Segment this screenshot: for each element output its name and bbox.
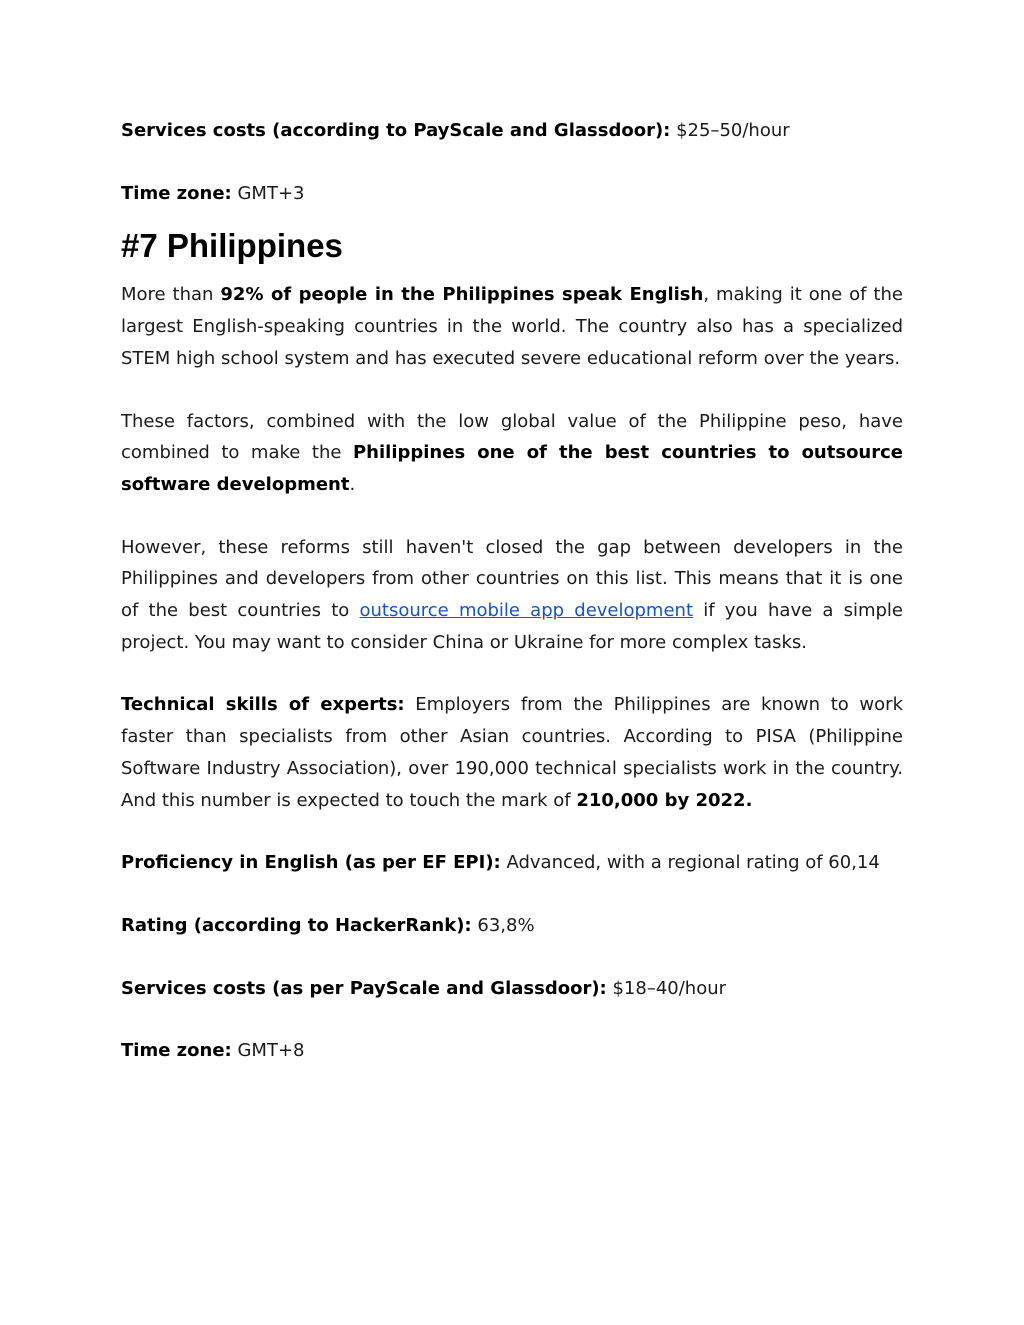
services-cost-value: $25–50/hour	[670, 120, 790, 141]
document-page	[121, 115, 903, 1067]
services-cost-line	[121, 973, 903, 1005]
services-cost-line	[121, 115, 903, 147]
text-run: , making it one of the largest English-speaking countries in the world. The country also has a specialized STEM high school system and has executed severe educational reform over the years.	[121, 284, 903, 369]
spacer	[121, 658, 903, 689]
time-zone-label: Time zone:	[121, 182, 232, 204]
proficiency-line	[121, 847, 903, 879]
bold-run: Philippines one of the best countries to outsource software development	[121, 442, 904, 495]
proficiency-label: Proficiency in English (as per EF EPI):	[121, 852, 501, 874]
text-run: if you have a simple project. You may want to consider China or Ukraine for more complex tasks.	[121, 600, 904, 653]
text-run: However, these reforms still haven't closed the gap between developers in the Philippines and developers from other countries on this list. This means that it is one of the best countries to	[121, 536, 903, 622]
time-zone-value: GMT+3	[231, 182, 305, 204]
bold-run: 92% of people in the Philippines speak English	[220, 284, 704, 306]
services-cost-label: Services costs (according to PayScale and Glassdoor):	[121, 120, 671, 141]
services-cost-value: $18–40/hour	[606, 977, 727, 999]
text-run: More than	[121, 284, 221, 306]
text-run: These factors, combined with the low global value of the Philippine peso, have combined to make the	[121, 410, 903, 464]
paragraph-english-speakers	[121, 279, 903, 374]
spacer	[121, 942, 903, 973]
bold-run: 210,000 by 2022.	[576, 789, 753, 811]
outsource-mobile-app-link[interactable]: outsource mobile app development	[359, 600, 694, 622]
text-run: Employers from the Philippines are known to work faster than specialists from other Asian countries. According to PISA (Philippine Software Industry Association), over 190,000 technical specialists work in the country. And this number is expected to touch the mark of	[121, 694, 903, 811]
technical-skills-label: Technical skills of experts:	[121, 694, 405, 716]
section-heading: #7 Philippines	[121, 227, 343, 265]
rating-line	[121, 910, 903, 942]
rating-label: Rating (according to HackerRank):	[121, 914, 472, 936]
spacer	[121, 879, 903, 910]
services-cost-label: Services costs (as per PayScale and Glassdoor):	[121, 977, 607, 999]
time-zone-label: Time zone:	[121, 1040, 232, 1062]
spacer	[121, 816, 903, 847]
spacer	[121, 375, 903, 406]
time-zone-value: GMT+8	[231, 1040, 305, 1062]
paragraph-technical-skills	[121, 689, 903, 816]
proficiency-value: Advanced, with a regional rating of 60,14	[500, 852, 880, 874]
text-run: .	[349, 473, 356, 495]
time-zone-line	[121, 1035, 903, 1067]
rating-value: 63,8%	[471, 914, 535, 936]
spacer	[121, 1004, 903, 1035]
spacer	[121, 501, 903, 532]
paragraph-factors	[121, 406, 903, 501]
time-zone-line	[121, 178, 903, 210]
spacer	[121, 147, 903, 178]
paragraph-reforms	[121, 532, 903, 659]
